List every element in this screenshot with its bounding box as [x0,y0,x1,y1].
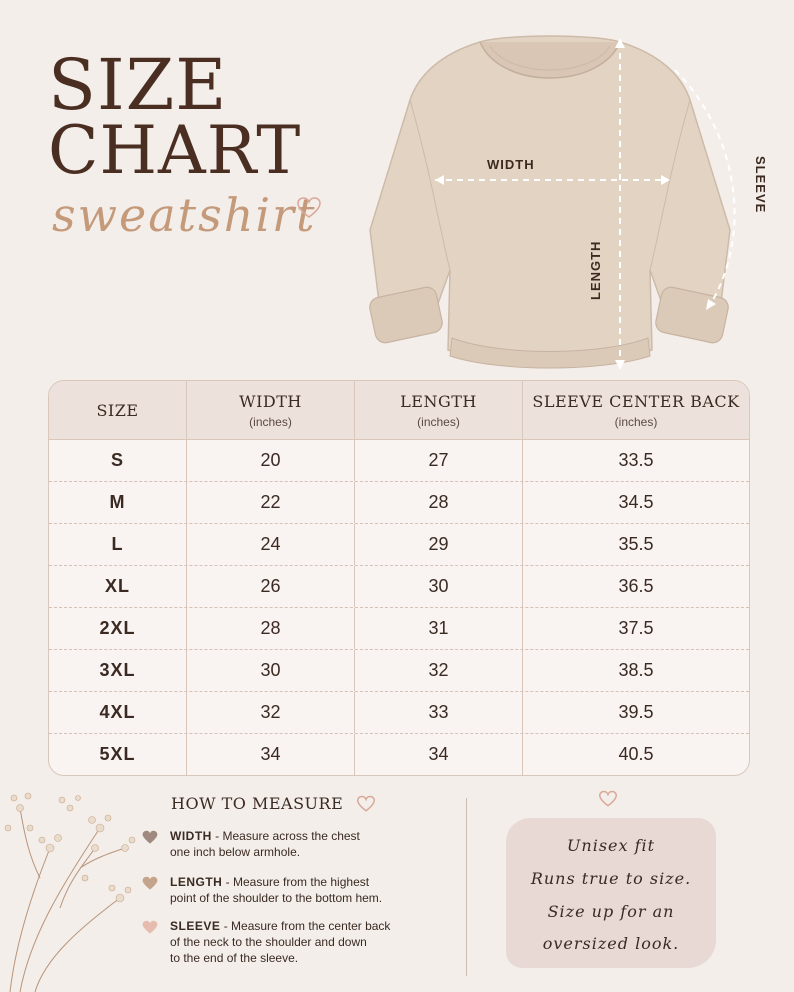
cell-sleeve: 35.5 [618,534,654,554]
cell-width: 32 [187,692,355,733]
fit-note-line: oversized look. [542,934,680,953]
measure-desc: - Measure across the chest [211,829,360,843]
cell-length: 29 [355,524,523,565]
header-width-unit: (inches) [249,414,292,429]
measure-desc: one inch below armhole. [170,845,301,859]
header-width [187,381,355,439]
cell-length: 30 [355,566,523,607]
cell-sleeve: 37.5 [618,618,654,638]
table-row [49,524,749,566]
header-sleeve-unit: (inches) [614,414,658,429]
length-label: LENGTH [588,240,603,300]
how-to-measure-title: HOW TO MEASURE [171,794,344,813]
cell-size: 3XL [49,650,187,691]
cell-size: 4XL [49,692,187,733]
cell-width: 22 [187,482,355,523]
cell-width: 24 [187,524,355,565]
table-row [49,440,749,482]
header-sleeve [523,381,749,439]
header-size [49,381,187,439]
header-length-label: LENGTH [400,391,477,411]
cell-width: 30 [187,650,355,691]
fit-note-line: Unisex fit [566,836,656,855]
measure-desc: point of the shoulder to the bottom hem. [170,891,383,905]
fit-note-line: Runs true to size. [530,869,692,888]
cell-sleeve: 39.5 [618,702,654,722]
cell-sleeve: 34.5 [618,492,654,512]
cell-length: 34 [355,734,523,775]
header-sleeve-label: SLEEVE CENTER BACK [532,391,740,411]
cell-sleeve: 38.5 [618,660,654,680]
sleeve-label: SLEEVE [753,156,768,214]
header-width-label: WIDTH [239,391,302,411]
measure-desc: - Measure from the highest [222,875,370,889]
header-length [355,381,523,439]
cell-length: 31 [355,608,523,649]
cell-sleeve: 33.5 [618,450,654,470]
size-table [48,380,750,776]
width-label: WIDTH [487,157,535,172]
table-header [49,381,749,440]
heart-bullet-icon [142,876,158,891]
section-divider [466,798,467,976]
cell-size: 2XL [49,608,187,649]
heart-icon [356,795,376,813]
table-row [49,566,749,608]
dried-flowers-decoration [0,768,140,992]
cell-size: S [49,440,187,481]
title-chart: CHART [48,112,302,189]
measure-desc: - Measure from the center back [220,919,391,933]
heart-bullet-icon [142,830,158,845]
cell-width: 34 [187,734,355,775]
table-row [49,650,749,692]
table-row [49,608,749,650]
cell-length: 33 [355,692,523,733]
measure-desc: of the neck to the shoulder and down [170,935,367,949]
cell-size: 5XL [49,734,187,775]
heart-icon [598,790,618,808]
cell-sleeve: 36.5 [618,576,654,596]
cell-length: 32 [355,650,523,691]
cell-size: XL [49,566,187,607]
table-row [49,482,749,524]
measure-term: WIDTH [170,829,212,843]
heart-bullet-icon [142,920,158,935]
cell-sleeve: 40.5 [618,744,654,764]
measure-term: LENGTH [170,875,223,889]
cell-size: L [49,524,187,565]
heart-icon [296,196,322,220]
cell-length: 27 [355,440,523,481]
title-size: SIZE [48,44,228,126]
measure-term: SLEEVE [170,919,221,933]
cell-width: 20 [187,440,355,481]
header-size-label: SIZE [96,400,139,420]
sweatshirt-illustration [340,20,760,380]
header-length-unit: (inches) [417,414,460,429]
cell-length: 28 [355,482,523,523]
table-row [49,734,749,775]
cell-size: M [49,482,187,523]
title-script: sweatshirt [52,188,317,242]
table-row [49,692,749,734]
cell-width: 28 [187,608,355,649]
measure-desc: to the end of the sleeve. [170,951,299,965]
fit-note-line: Size up for an [547,902,675,921]
cell-width: 26 [187,566,355,607]
